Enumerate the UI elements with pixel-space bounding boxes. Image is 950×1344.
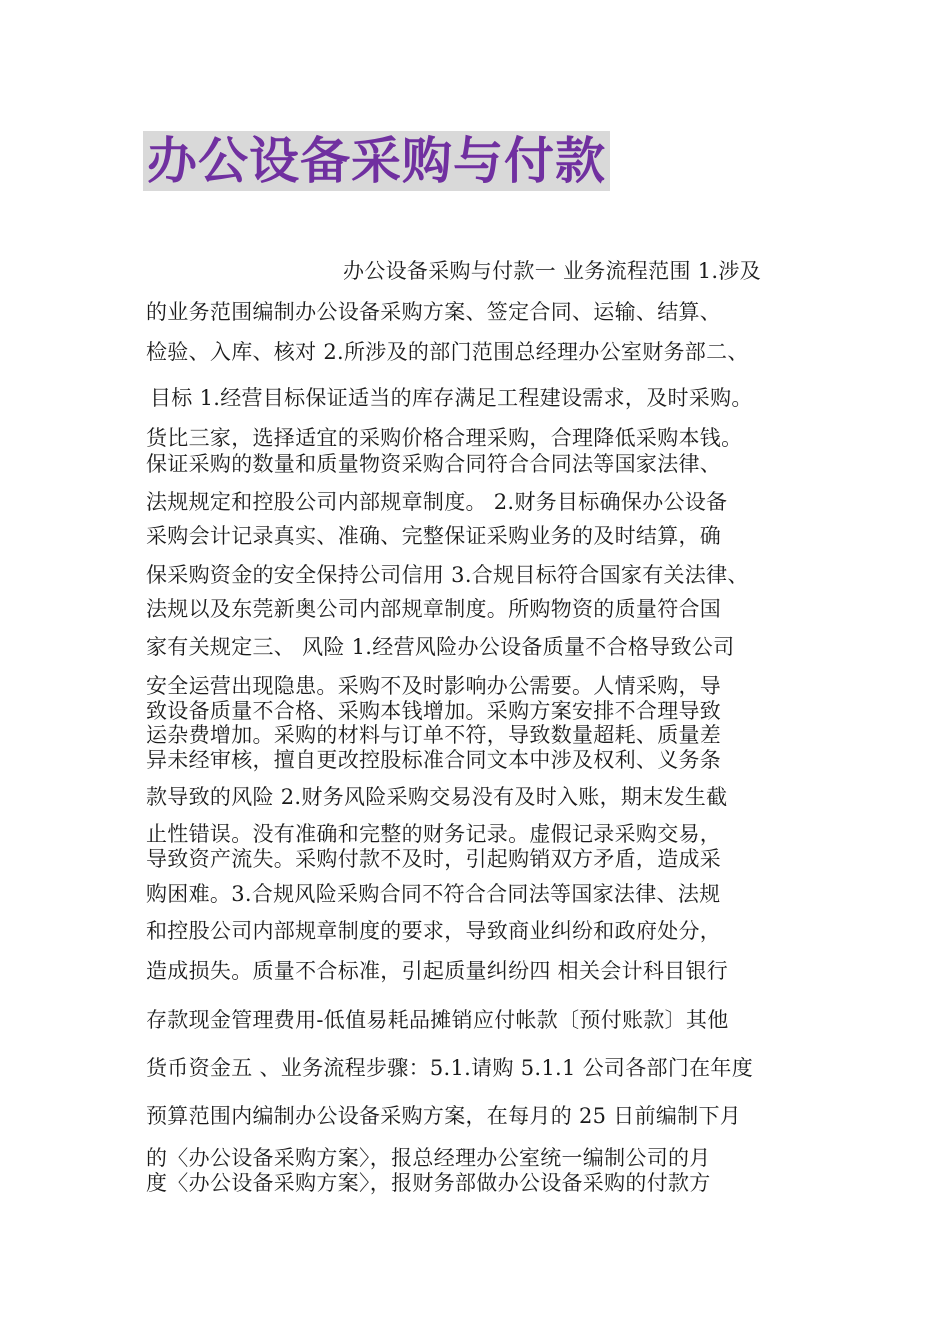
body-line: 致设备质量不合格、采购本钱增加。采购方案安排不合理导致 [146, 699, 722, 723]
body-line: 购困难。3.合规风险采购合同不符合合同法等国家法律、法规 [146, 882, 721, 906]
body-line: 度〈办公设备采购方案〉，报财务部做办公设备采购的付款方 [146, 1171, 711, 1195]
body-line: 保证采购的数量和质量物资采购合同符合合同法等国家法律、 [146, 452, 722, 476]
body-line: 和控股公司内部规章制度的要求，导致商业纠纷和政府处分， [146, 919, 722, 943]
body-line: 采购会计记录真实、准确、完整保证采购业务的及时结算，确 [146, 524, 722, 548]
body-line: 运杂费增加。采购的材料与订单不符，导致数量超耗、质量差 [146, 723, 722, 747]
body-line: 存款现金管理费用-低值易耗品摊销应付帐款〔预付账款〕其他 [146, 1008, 729, 1032]
body-line: 异未经审核，擅自更改控股标准合同文本中涉及权利、义务条 [146, 748, 722, 772]
body-line: 法规规定和控股公司内部规章制度。 2.财务目标确保办公设备 [146, 490, 728, 514]
body-line: 的〈办公设备采购方案〉，报总经理办公室统一编制公司的月 [146, 1146, 711, 1170]
body-line: 家有关规定三、 风险 1.经营风险办公设备质量不合格导致公司 [146, 635, 735, 659]
body-line: 止性错误。没有准确和完整的财务记录。虚假记录采购交易， [146, 822, 722, 846]
body-line: 款导致的风险 2.财务风险采购交易没有及时入账，期末发生截 [146, 785, 728, 809]
body-line: 检验、入库、核对 2.所涉及的部门范围总经理办公室财务部二、 [146, 340, 749, 364]
body-line: 目标 1.经营目标保证适当的库存满足工程建设需求，及时采购。 [150, 386, 753, 410]
body-line: 货比三家，选择适宜的采购价格合理采购，合理降低采购本钱。 [146, 426, 743, 450]
body-line: 货币资金五 、业务流程步骤：5.1.请购 5.1.1 公司各部门在年度 [146, 1056, 754, 1080]
body-line: 安全运营出现隐患。采购不及时影响办公需要。人情采购，导 [146, 674, 722, 698]
body-line: 导致资产流失。采购付款不及时，引起购销双方矛盾，造成采 [146, 847, 722, 871]
body-line: 法规以及东莞新奥公司内部规章制度。所购物资的质量符合国 [146, 597, 722, 621]
body-line: 保采购资金的安全保持公司信用 3.合规目标符合国家有关法律、 [146, 563, 749, 587]
body-line: 的业务范围编制办公设备采购方案、签定合同、运输、结算、 [146, 300, 722, 324]
body-line: 造成损失。质量不合标准，引起质量纠纷四 相关会计科目银行 [146, 959, 729, 983]
document-title: 办公设备采购与付款 [143, 131, 610, 191]
body-line: 预算范围内编制办公设备采购方案，在每月的 25 日前编制下月 [146, 1104, 742, 1128]
body-line: 办公设备采购与付款一 业务流程范围 1.涉及 [343, 259, 761, 283]
